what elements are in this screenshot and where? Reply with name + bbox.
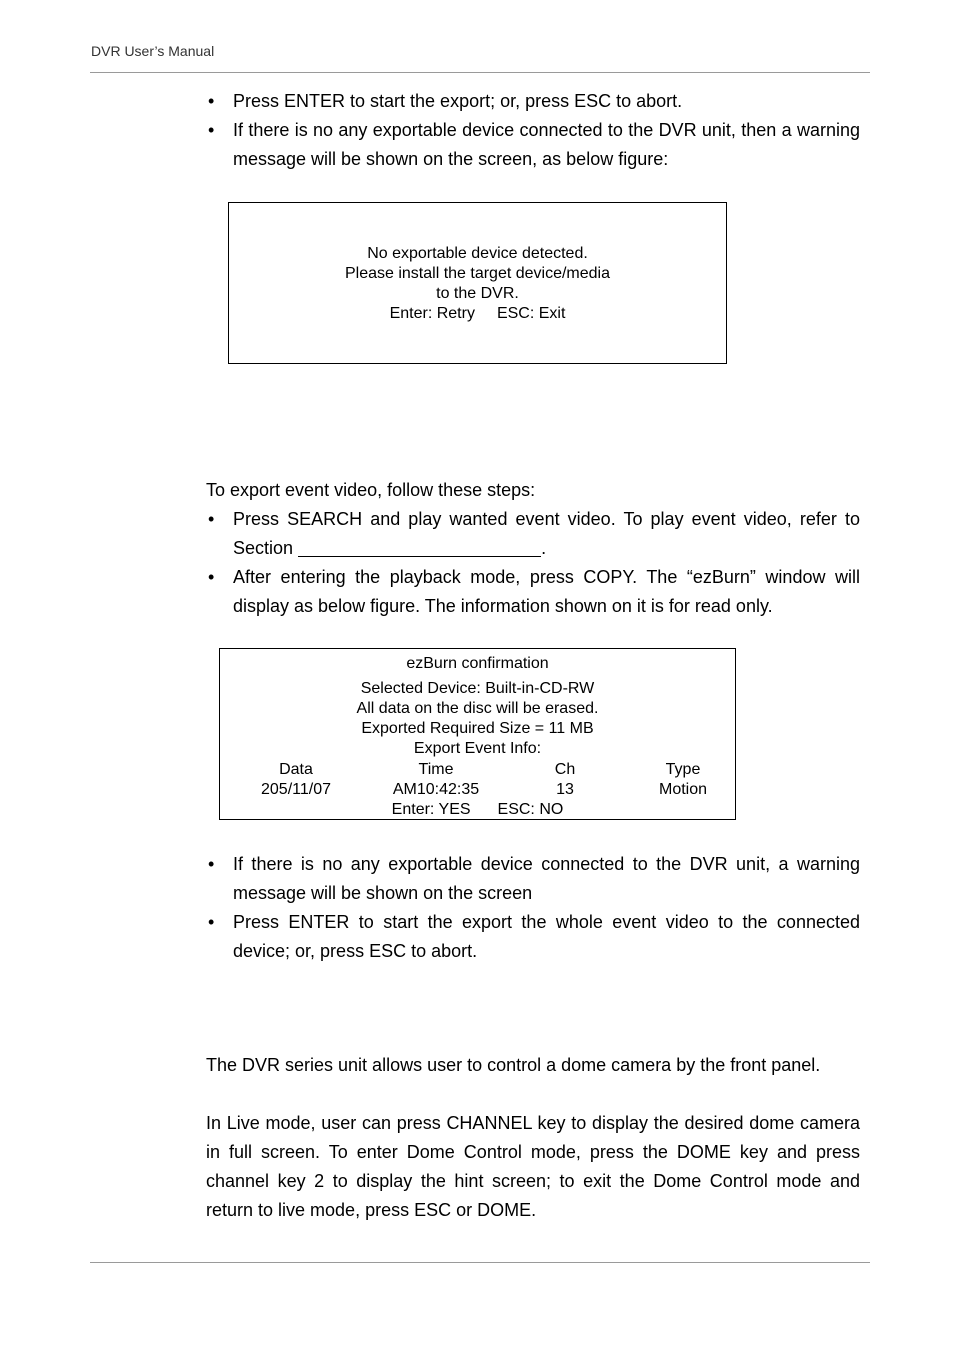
list-item (206, 908, 860, 966)
bullet-icon: • (208, 912, 215, 932)
event-type-value: Motion (658, 781, 708, 798)
warning-line: Please install the target device/media (344, 265, 611, 282)
bullet-icon: • (208, 120, 215, 140)
bullet-icon: • (208, 509, 215, 529)
event-channel-value: 13 (556, 781, 574, 798)
column-header-ch: Ch (554, 761, 576, 778)
info-line: All data on the disc will be erased. (356, 700, 599, 717)
running-header: DVR User’s Manual (91, 43, 215, 59)
event-info-header-row (220, 760, 735, 780)
event-date-value: 205/11/07 (261, 781, 331, 798)
event-export-steps-list (206, 505, 860, 621)
retry-key-hint: Enter: Retry (389, 305, 475, 322)
event-info-value-row (220, 780, 735, 800)
dialog-info (220, 679, 735, 759)
event-export-intro: To export event video, follow these steps: (206, 480, 536, 500)
dome-control-intro: The DVR series unit allows user to control a dome camera by the front panel. (206, 1055, 821, 1075)
event-time-value: AM10:42:35 (392, 781, 480, 798)
bullet-text: Press ENTER to start the export; or, press ESC to abort. (233, 91, 683, 111)
info-line: Export Event Info: (413, 740, 542, 757)
bullet-icon: • (208, 91, 215, 111)
list-item (206, 850, 860, 908)
exit-key-hint: ESC: Exit (496, 305, 566, 322)
dialog-title: ezBurn confirmation (406, 655, 549, 672)
no-key-hint: ESC: NO (497, 801, 564, 818)
export-notes-list (206, 850, 860, 966)
section-reference-link[interactable] (298, 536, 541, 557)
info-line: Selected Device: Built-in-CD-RW (360, 680, 595, 697)
bullet-text: Press SEARCH and play wanted event video. To play event video, refer to Section (233, 509, 860, 558)
list-item (206, 563, 860, 621)
column-header-data: Data (279, 761, 313, 778)
bullet-icon: • (208, 567, 215, 587)
column-header-type: Type (665, 761, 701, 778)
export-steps-list (206, 87, 860, 174)
bullet-text: If there is no any exportable device connected to the DVR unit, a warning message will be shown on the screen (233, 854, 860, 903)
info-line: Exported Required Size = 11 MB (361, 720, 594, 737)
header-rule (90, 72, 870, 73)
bullet-text-end: . (541, 538, 547, 558)
bullet-text: If there is no any exportable device connected to the DVR unit, then a warning message will be shown on the screen, as below figure: (233, 120, 860, 169)
ezburn-confirmation-dialog (219, 648, 736, 820)
list-item (206, 116, 860, 174)
warning-key-hints (229, 304, 726, 324)
bullet-text: Press ENTER to start the export the whole event video to the connected device; or, press ESC to abort. (233, 912, 860, 961)
list-item (206, 505, 860, 563)
column-header-time: Time (418, 761, 454, 778)
yes-key-hint: Enter: YES (391, 801, 471, 818)
no-device-warning-dialog (228, 202, 727, 364)
list-item (206, 87, 860, 116)
dialog-key-hints (220, 800, 735, 820)
dome-control-instructions: In Live mode, user can press CHANNEL key to display the desired dome camera in full screen. To enter Dome Control mode, press the DOME key and press channel key 2 to display the hint screen; to exit the Dome Control mode and return to live mode, press ESC or DOME. (206, 1113, 860, 1220)
warning-line: to the DVR. (436, 285, 519, 302)
warning-line: No exportable device detected. (367, 245, 588, 262)
bullet-text: After entering the playback mode, press COPY. The “ezBurn” window will display as below figure. The information shown on it is for read only. (233, 567, 860, 616)
footer-rule (90, 1262, 870, 1263)
bullet-icon: • (208, 854, 215, 874)
